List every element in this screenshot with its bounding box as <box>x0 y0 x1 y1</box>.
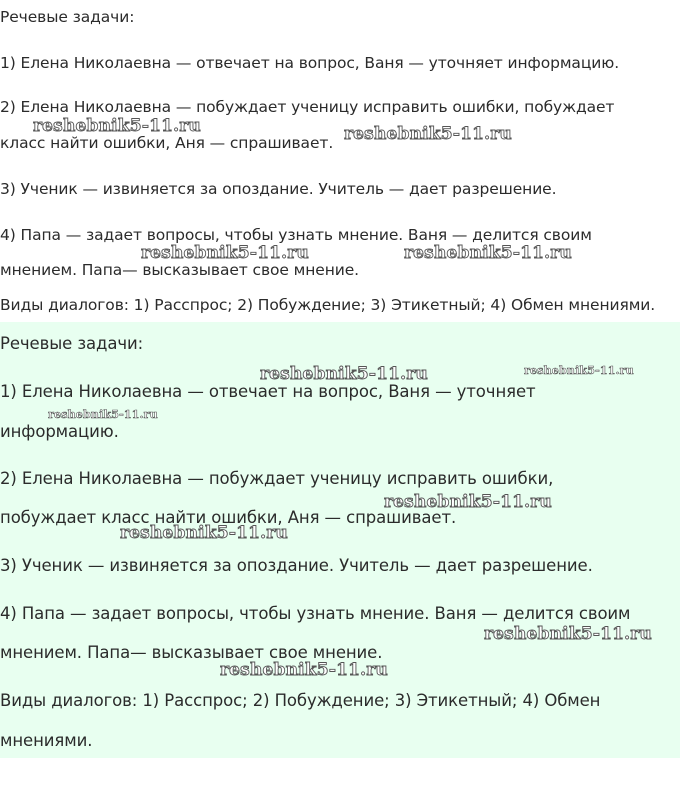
task-item-4-line-1: 4) Папа — задает вопросы, чтобы узнать мнение. Ваня — делится своим <box>0 226 592 244</box>
task-item-4-line-1: 4) Папа — задает вопросы, чтобы узнать мнение. Ваня — делится своим <box>0 604 631 623</box>
dialog-types-summary-line-2: мнениями. <box>0 731 93 750</box>
task-item-1-line-2: информацию. <box>0 422 119 441</box>
task-item-3: 3) Ученик — извиняется за опоздание. Учитель — дает разрешение. <box>0 556 593 575</box>
watermark: reshebnik5-11.ru <box>48 408 158 421</box>
dialog-types-summary-line-1: Виды диалогов: 1) Расспрос; 2) Побуждение; 3) Этикетный; 4) Обмен <box>0 691 601 710</box>
task-item-2-line-2: класс найти ошибки, Аня — спрашивает. <box>0 134 334 152</box>
watermark: reshebnik5-11.ru <box>344 124 512 144</box>
answer-block-plain <box>0 0 680 322</box>
task-item-2-line-2: побуждает класс найти ошибки, Аня — спрашивает. <box>0 508 457 527</box>
task-item-4-line-2: мнением. Папа— высказывает свое мнение. <box>0 643 383 662</box>
task-item-1: 1) Елена Николаевна — отвечает на вопрос, Ваня — уточняет информацию. <box>0 54 620 72</box>
task-item-1-line-1: 1) Елена Николаевна — отвечает на вопрос, Ваня — уточняет <box>0 382 536 401</box>
task-item-2-line-1: 2) Елена Николаевна — побуждает ученицу исправить ошибки, <box>0 469 554 488</box>
task-item-4-line-2: мнением. Папа— высказывает свое мнение. <box>0 261 359 279</box>
heading: Речевые задачи: <box>0 8 135 26</box>
watermark: reshebnik5-11.ru <box>220 660 388 680</box>
watermark: reshebnik5-11.ru <box>384 492 552 512</box>
task-item-2-line-1: 2) Елена Николаевна — побуждает ученицу исправить ошибки, побуждает <box>0 98 615 116</box>
answer-block-highlighted <box>0 322 680 758</box>
watermark: reshebnik5-11.ru <box>33 116 201 136</box>
watermark: reshebnik5-11.ru <box>141 243 309 263</box>
watermark: reshebnik5-11.ru <box>524 364 634 377</box>
task-item-3: 3) Ученик — извиняется за опоздание. Учитель — дает разрешение. <box>0 180 557 198</box>
watermark: reshebnik5-11.ru <box>484 624 652 644</box>
watermark: reshebnik5-11.ru <box>260 364 428 384</box>
watermark: reshebnik5-11.ru <box>120 523 288 543</box>
dialog-types-summary: Виды диалогов: 1) Расспрос; 2) Побуждение; 3) Этикетный; 4) Обмен мнениями. <box>0 296 656 314</box>
heading: Речевые задачи: <box>0 334 144 353</box>
watermark: reshebnik5-11.ru <box>404 243 572 263</box>
